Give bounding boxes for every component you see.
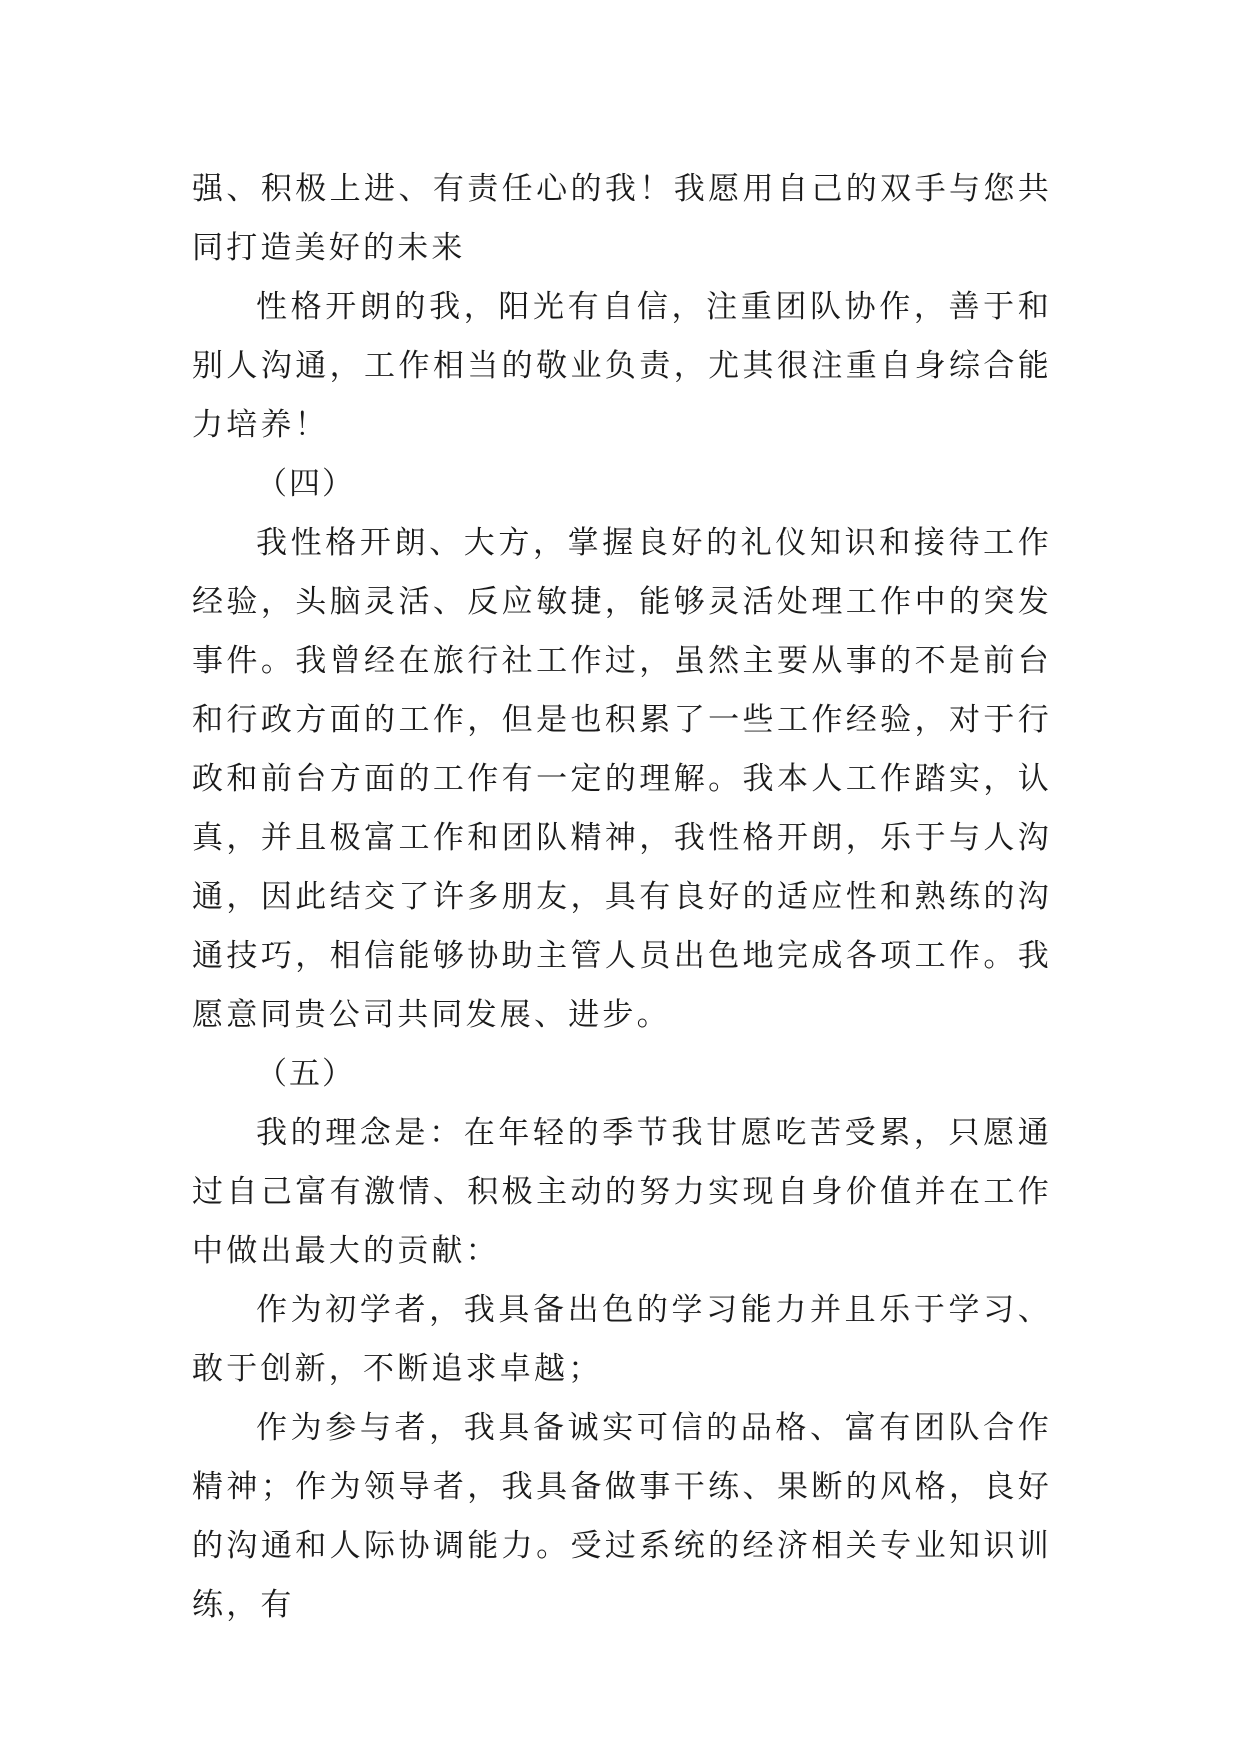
paragraph: 作为初学者，我具备出色的学习能力并且乐于学习、敢于创新，不断追求卓越； [192,1292,1052,1387]
document-body [192,160,1052,1635]
section-heading: （四） [256,466,355,502]
paragraph: 我的理念是：在年轻的季节我甘愿吃苦受累，只愿通过自己富有激情、积极主动的努力实现自身价值并在工作中做出最大的贡献： [192,1115,1052,1269]
paragraph-continuation: 强、积极上进、有责任心的我！我愿用自己的双手与您共同打造美好的未来 [192,171,1052,266]
section-heading: （五） [256,1056,355,1092]
paragraph: 性格开朗的我，阳光有自信，注重团队协作，善于和别人沟通，工作相当的敬业负责，尤其很注重自身综合能力培养！ [192,289,1052,443]
paragraph: 作为参与者，我具备诚实可信的品格、富有团队合作精神；作为领导者，我具备做事干练、果断的风格，良好的沟通和人际协调能力。受过系统的经济相关专业知识训练，有 [192,1410,1052,1623]
paragraph: 我性格开朗、大方，掌握良好的礼仪知识和接待工作经验，头脑灵活、反应敏捷，能够灵活处理工作中的突发事件。我曾经在旅行社工作过，虽然主要从事的不是前台和行政方面的工作，但是也积累了一些工作经验，对于行政和前台方面的工作有一定的理解。我本人工作踏实，认真，并且极富工作和团队精神，我性格开朗，乐于与人沟通，因此结交了许多朋友，具有良好的适应性和熟练的沟通技巧，相信能够协助主管人员出色地完成各项工作。我愿意同贵公司共同发展、进步。 [192,525,1052,1033]
